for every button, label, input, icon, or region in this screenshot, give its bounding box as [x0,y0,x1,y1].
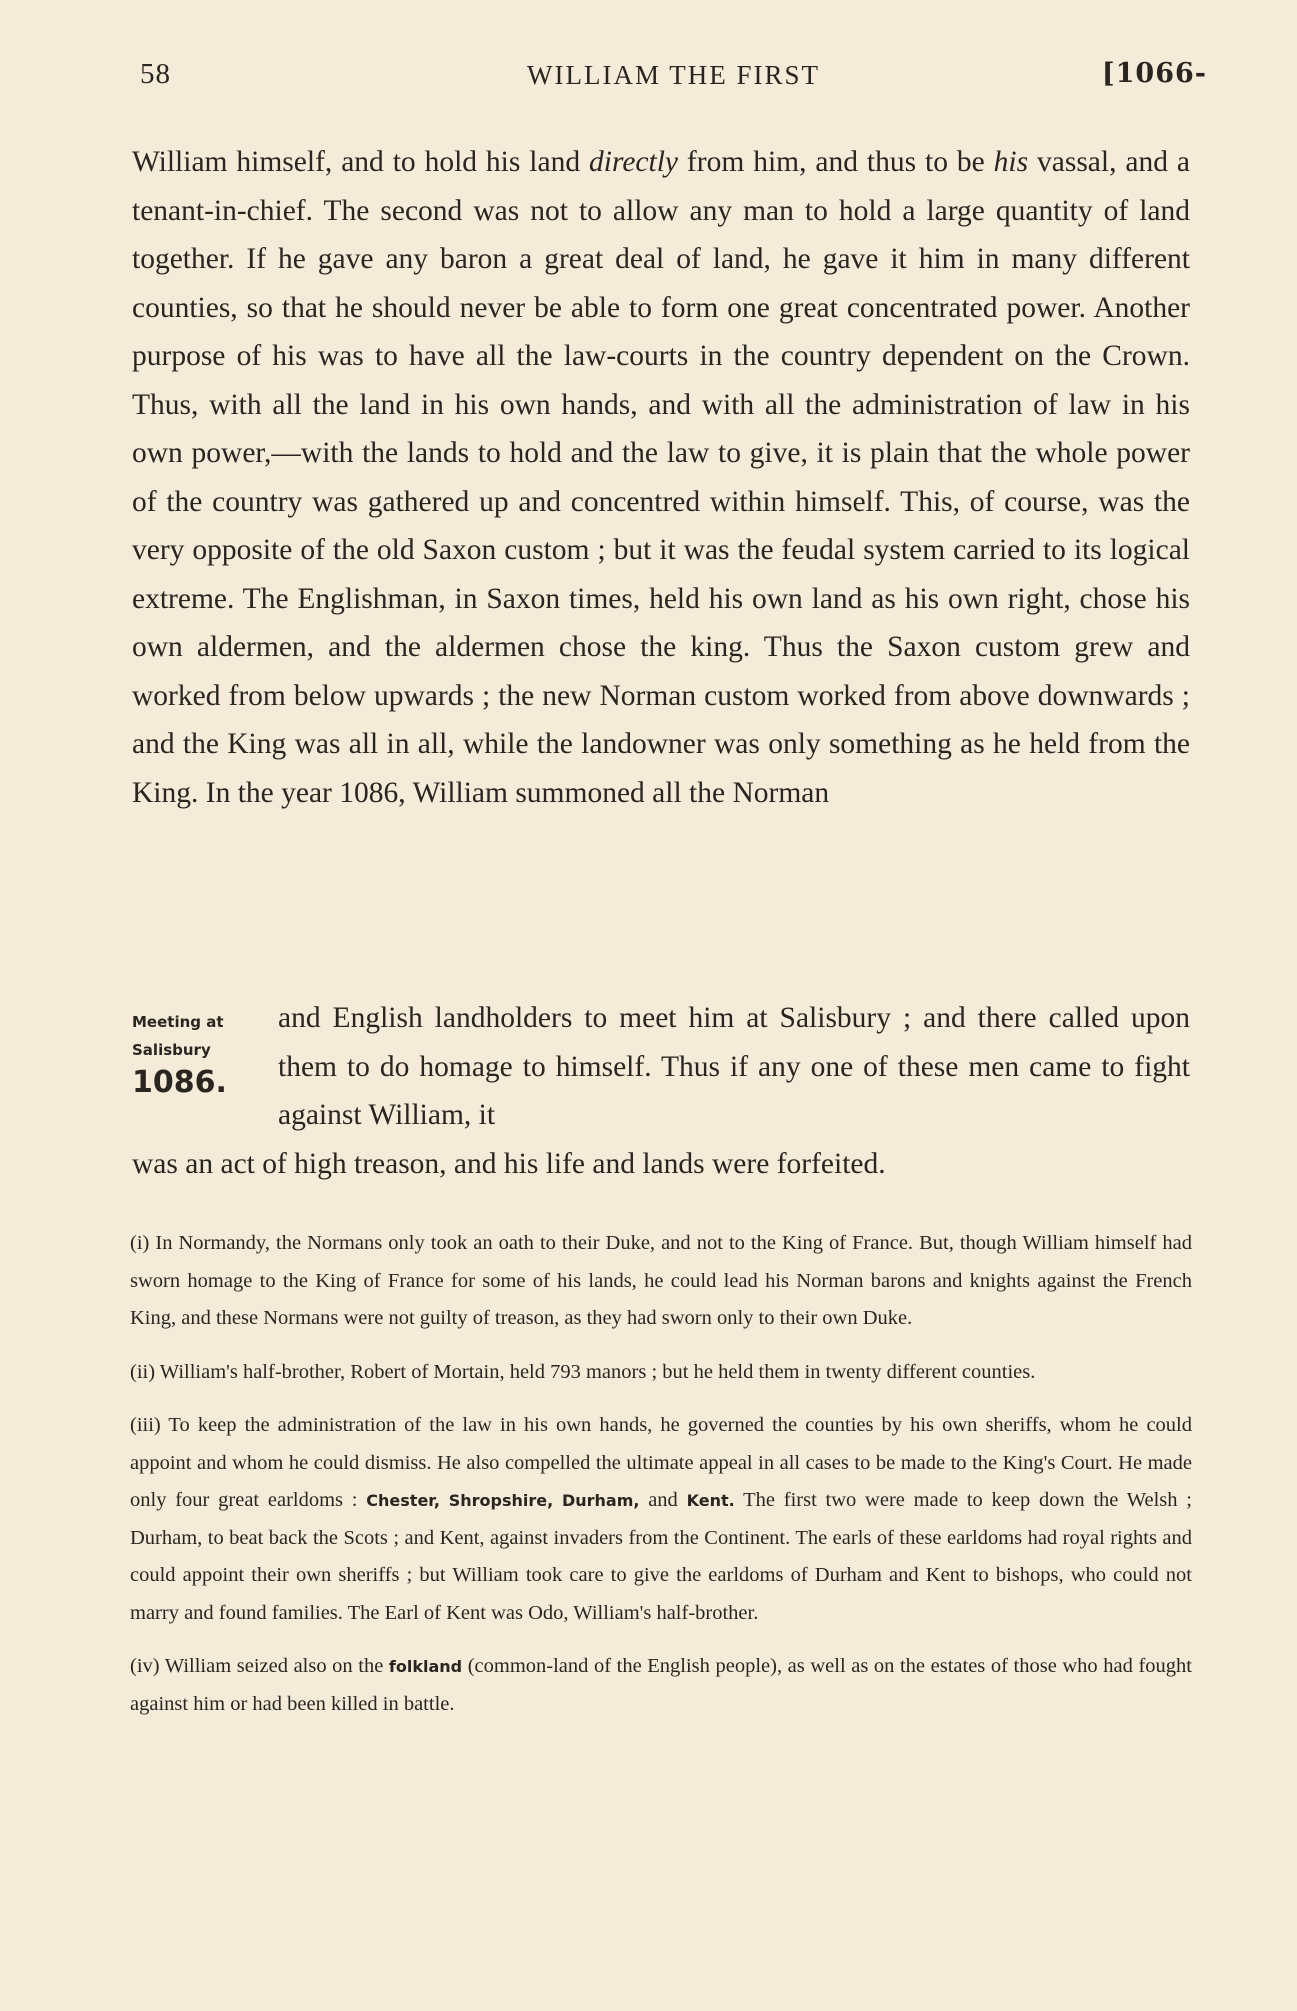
emphasis-directly: directly [589,146,679,178]
running-title: WILLIAM THE FIRST [527,60,820,90]
indented-text: and English landholders to meet him at Salisbury ; and there called upon them to do homage to himself. Thus if any one of these men came to fight against William, it [278,1002,1190,1131]
text-segment: (iv) William seized also on the [130,1655,389,1677]
text-segment: and [639,1489,687,1511]
earldom-chester: Chester, [366,1491,440,1510]
text-segment: William himself, and to hold his land [132,146,589,178]
note-ii: (ii) William's half-brother, Robert of Mortain, held 793 manors ; but he held them in twenty different counties. [130,1360,1036,1383]
margin-note-year: 1086. [132,1065,227,1100]
note-iii [130,1407,1192,1632]
earldom-kent: Kent. [686,1491,735,1510]
earldom-durham: Durham, [561,1491,640,1510]
margin-note-line: Meeting at [132,1013,224,1031]
final-line: was an act of high treason, and his life and lands were forfeited. [132,1148,886,1180]
text-segment: (common-land of the English people), as well as on the estates of those who had fought against him or had been killed in battle. [130,1655,1192,1715]
earldom-shropshire: Shropshire, [448,1491,554,1510]
footnotes [130,1225,1192,1739]
text-segment: The first two were made to keep down the Welsh ; Durham, to beat back the Scots ; and Kent, against invaders from the Continent. The earls of these earldoms had royal rights and could appoint their own sheriffs ; but William took care to give the earldoms of Durham and Kent to bishops, who could not marry and found families. The Earl of Kent was Odo, William's half-brother. [130,1489,1192,1624]
text-segment: (iii) To keep the administration of the law in his own hands, he governed the counties by his own sheriffs, whom he could appoint and whom he could dismiss. He also compelled the ultimate appeal in all cases to be made to the King's Court. He made only four great earldoms : [130,1414,1192,1511]
text-segment: from him, and thus to be [678,146,994,178]
running-header [140,58,1207,98]
main-paragraph [132,138,1190,817]
paragraph-text [132,138,1190,817]
page-number: 58 [140,58,171,90]
margin-note-line: Salisbury [132,1041,211,1059]
emphasis-his: his [993,146,1029,178]
note-iv [130,1648,1192,1723]
note-i: (i) In Normandy, the Normans only took an oath to their Duke, and not to the King of France. But, though William himself had sworn homage to the King of France for some of his lands, he could lead his Norman barons and knights against the French King, and these Normans were not guilty of treason, as they had sworn only to their own Duke. [130,1232,1192,1329]
text-segment: vassal, and a tenant-in-chief. The second was not to allow any man to hold a large quantity of land together. If he gave any baron a great deal of land, he gave it him in many different counties, so that he should never be able to form one great concentrated power. Another purpose of his was to have all the law-courts in the country dependent on the Crown. Thus, with all the land in his own hands, and with all the administration of law in his own power,—with the lands to hold and the law to give, it is plain that the whole power of the country was gathered up and concentred within himself. This, of course, was the very opposite of the old Saxon custom ; but it was the feudal system carried to its logical extreme. The Englishman, in Saxon times, held his own land as his own right, chose his own aldermen, and the aldermen chose the king. Thus the Saxon custom grew and worked from below upwards ; the new Norman custom worked from above downwards ; and the King was all in all, while the landowner was only something as he held from the King. In the year 1086, William summoned all the Norman [132,146,1190,809]
term-folkland: folkland [388,1657,463,1676]
margin-note [132,1008,262,1100]
date-range: [1066- [1101,58,1207,89]
